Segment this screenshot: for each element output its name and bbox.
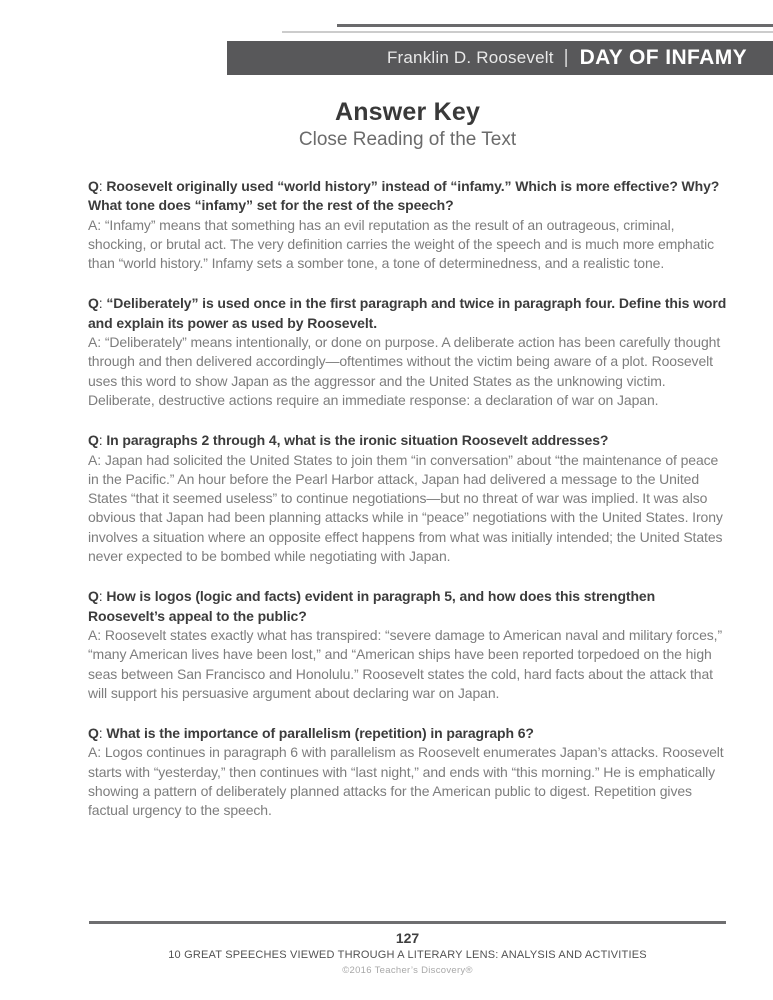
page-subtitle: Close Reading of the Text <box>298 129 517 150</box>
series-title: 10 GREAT SPEECHES VIEWED THROUGH A LITERARY LENS: ANALYSIS AND ACTIVITIES <box>168 949 647 961</box>
header-accent-line-dark <box>337 24 773 27</box>
question-text: Q: In paragraphs 2 through 4, what is the ironic situation Roosevelt addresses? <box>88 432 609 449</box>
footer-rule <box>89 921 726 924</box>
page-number: 127 <box>395 930 420 946</box>
header-banner <box>227 41 773 75</box>
question-text: Q: What is the importance of parallelism (repetition) in paragraph 6? <box>88 725 534 742</box>
header-accent-line-light <box>282 31 773 33</box>
header-speech-title: DAY OF INFAMY <box>579 46 747 69</box>
qa-block-4 <box>88 587 727 703</box>
qa-block-3 <box>88 431 727 566</box>
answer-text: A: “Deliberately” means intentionally, or done on purpose. A deliberate action has been carefully thought through and then delivered accordingly—oftentimes without the victim being aware of a plot. Roosevelt uses this word to show Japan as the aggressor and the United States as the unknowing victim. Deliberate, destructive actions require an immediate response: a declaration of war on Japan. <box>88 334 721 408</box>
header-divider: | <box>563 47 569 68</box>
question-text: Q: Roosevelt originally used “world history” instead of “infamy.” Which is more effective? Why? What tone does “infamy” set for the rest of the speech? <box>88 178 720 214</box>
copyright-notice: ©2016 Teacher’s Discovery® <box>342 965 473 976</box>
q-prefix: Q <box>88 432 99 449</box>
q-prefix: Q <box>88 725 99 742</box>
page-title: Answer Key <box>334 98 481 126</box>
qa-block-2 <box>88 294 727 410</box>
page-footer <box>88 921 727 976</box>
answer-text: A: Logos continues in paragraph 6 with parallelism as Roosevelt enumerates Japan’s attacks. Roosevelt starts with “yesterday,” then continues with “last night,” and ends with “this morning.” He is emphatically showing a pattern of deliberately planned attacks for the American public to digest. Repetition gives factual urgency to the speech. <box>88 744 724 819</box>
answer-text: A: Roosevelt states exactly what has transpired: “severe damage to American naval and military forces,” “many American lives have been lost,” and “American ships have been reported torpedoed on the high seas between San Francisco and Honolulu.” Roosevelt states the cold, hard facts about the attack that will support his persuasive argument about declaring war on Japan. <box>88 626 723 701</box>
qa-list <box>88 177 727 821</box>
qa-block-5 <box>88 724 727 820</box>
q-prefix: Q <box>88 178 99 194</box>
header-speaker-name: Franklin D. Roosevelt <box>386 48 554 67</box>
a-prefix: A <box>88 744 98 761</box>
q-prefix: Q <box>88 295 99 312</box>
a-prefix: A <box>88 216 98 233</box>
main-content <box>88 98 727 842</box>
question-text: Q: “Deliberately” is used once in the first paragraph and twice in paragraph four. Define this word and explain its power as used by Roosevelt. <box>88 295 727 331</box>
answer-text: A: Japan had solicited the United States to join them “in conversation” about “the maintenance of peace in the Pacific.” An hour before the Pearl Harbor attack, Japan had delivered a message to the United States “that it seemed useless” to continue negotiations—but no threat of war was implied. It was also obvious that Japan had been planning attacks while in “peace” negotiations with the United States. Irony involves a situation where an opposite effect happens from what was initially intended; the United States never expected to be bombed while negotiating with Japan. <box>88 451 723 565</box>
a-prefix: A <box>88 626 98 643</box>
question-text: Q: How is logos (logic and facts) evident in paragraph 5, and how does this strengthen Roosevelt’s appeal to the public? <box>88 588 656 624</box>
qa-block-1 <box>88 177 727 273</box>
answer-text: A: “Infamy” means that something has an evil reputation as the result of an outrageous, criminal, shocking, or brutal act. The very definition carries the weight of the speech and is much more emphatic than “world history.” Infamy sets a somber tone, a tone of determinedness, and a realistic tone. <box>88 216 714 272</box>
a-prefix: A <box>88 334 98 351</box>
q-prefix: Q <box>88 588 99 605</box>
a-prefix: A <box>88 451 98 468</box>
